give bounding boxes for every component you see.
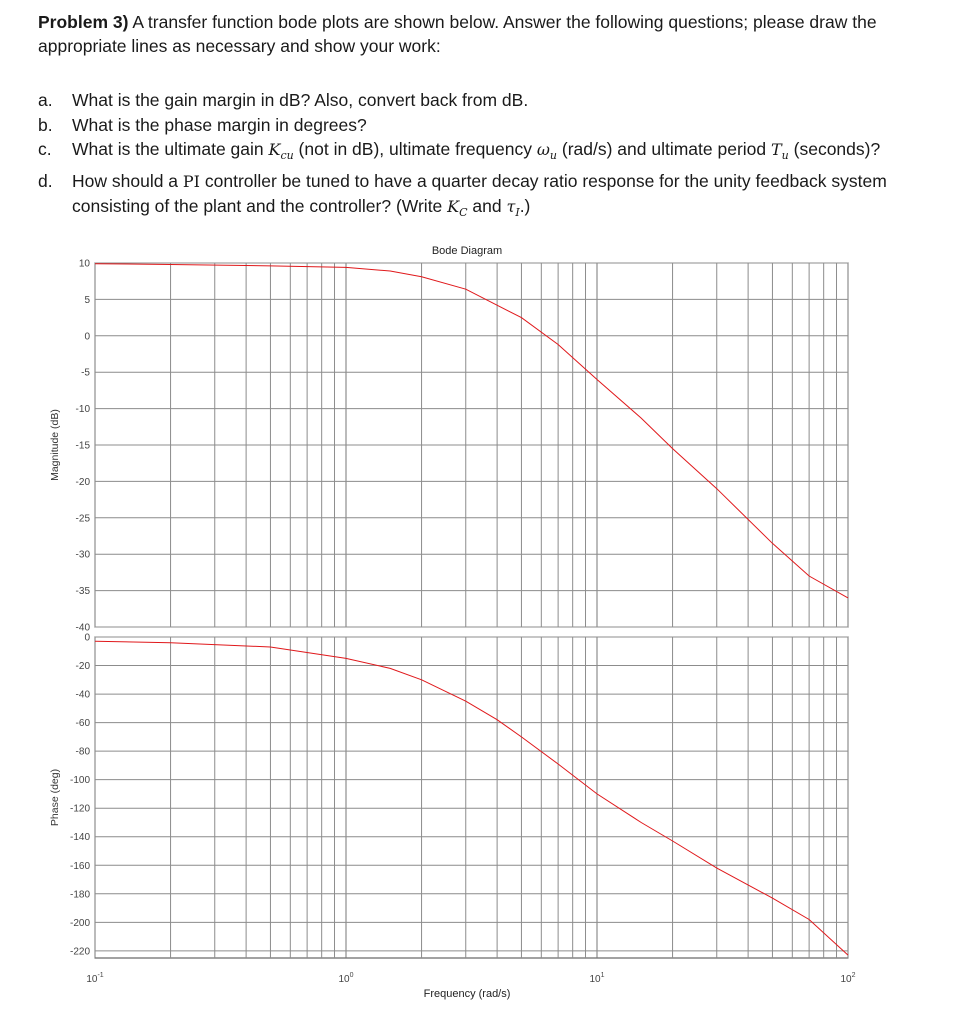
y-tick-label: 5 [84,294,90,306]
y-tick-label: -220 [69,946,90,958]
x-axis-label: Frequency (rad/s) [423,988,511,1000]
y-tick-label: 0 [84,632,90,644]
problem-label: Problem 3) [38,12,129,32]
question-letter: b. [38,114,53,135]
y-tick-label: -140 [69,832,90,844]
question-letter: c. [38,139,52,159]
y-tick-label: -15 [75,440,90,452]
question-text: What is the gain margin in dB? Also, convert back from dB. [72,90,529,110]
x-tick-label: $10^2$ [840,972,856,985]
y-tick-label: -40 [75,689,90,701]
y-tick-label: -35 [75,586,90,598]
question-text: How should a PI controller be tuned to have a quarter decay ratio response for the unity feedback system consisting of the plant and the controller? (Write $K_C$ and $\tau_I$.) [72,170,887,220]
phase-ylabel: Phase (deg) [49,768,61,827]
question-letter: d. [38,170,53,191]
y-tick-label: -25 [75,513,90,525]
math-kc: $K_C$ [447,197,468,220]
y-tick-label: -200 [69,917,90,929]
y-tick-label: 10 [78,258,90,270]
y-tick-label: -160 [69,860,90,872]
phase-plot-area [95,637,848,958]
y-tick-label: -180 [69,889,90,901]
math-tu: $T_u$ [771,140,789,163]
math-omega-u: $\omega_u$ [536,140,557,163]
chart-title: Bode Diagram [431,245,503,257]
x-tick-label: $10^0$ [338,972,354,985]
y-tick-label: -60 [75,718,90,730]
y-tick-label: -5 [81,367,90,379]
y-tick-label: -20 [75,661,90,673]
phase-panel [49,633,848,959]
magnitude-ylabel: Magnitude (dB) [49,409,61,481]
y-tick-label: -120 [69,803,90,815]
y-tick-label: -30 [75,549,90,561]
question-letter: a. [38,90,53,110]
question-text: What is the ultimate gain $K_{cu}$ (not in dB), ultimate frequency $\omega_u$ (rad/s) and ultimate period $T_u$ (seconds)? [72,139,881,163]
y-tick-label: -80 [75,746,90,758]
question-text: What is the phase margin in degrees? [72,114,367,135]
problem-intro: A transfer function bode plots are shown below. Answer the following questions; please draw the appropriate lines as necessary and show your work: [38,12,877,56]
y-tick-label: -20 [75,476,90,488]
x-tick-label: $10^{-1}$ [86,972,104,985]
y-tick-label: -10 [75,404,90,416]
x-tick-label: $10^1$ [589,972,605,985]
math-pi: PI [182,171,200,191]
math-tau-i: $\tau_I$ [506,197,520,220]
magnitude-panel [49,259,848,634]
y-tick-label: -100 [69,775,90,787]
y-tick-label: 0 [84,331,90,343]
math-kcu: $K_{cu}$ [268,140,294,163]
y-tick-label: -40 [75,622,90,634]
